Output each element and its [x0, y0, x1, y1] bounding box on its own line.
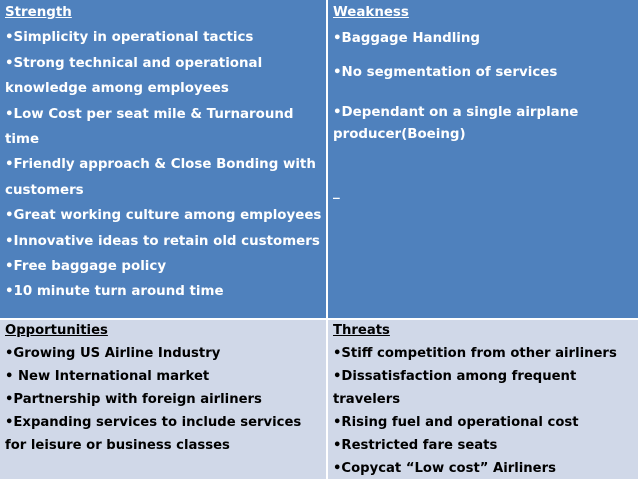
weakness-list — [333, 28, 638, 146]
weakness-item: •No segmentation of services — [333, 65, 558, 80]
strength-cell — [0, 0, 328, 318]
opportunities-cell — [0, 318, 328, 479]
opportunities-heading: Opportunities — [5, 323, 108, 338]
threats-heading: Threats — [333, 323, 390, 338]
threats-item: •Stiff competition from other airliners — [333, 346, 617, 361]
weakness-trailing-mark: _ — [333, 185, 340, 200]
opportunities-item: •Growing US Airline Industry — [5, 346, 221, 361]
strength-item: •Friendly approach & Close Bonding with customers — [5, 157, 316, 198]
strength-item: •10 minute turn around time — [5, 284, 224, 300]
opportunities-item: •Partnership with foreign airliners — [5, 392, 262, 407]
threats-cell — [328, 318, 638, 479]
threats-item: •Rising fuel and operational cost — [333, 415, 579, 430]
weakness-cell — [328, 0, 638, 318]
threats-item: •Dissatisfaction among frequent travelers — [333, 369, 577, 407]
strength-item: •Strong technical and operational knowledge among employees — [5, 55, 263, 97]
strength-item: •Simplicity in operational tactics — [5, 30, 254, 46]
opportunities-item: •Expanding services to include services for leisure or business classes — [5, 415, 302, 453]
threats-item: •Copycat “Low cost” Airliners — [333, 461, 556, 476]
threats-item: •Restricted fare seats — [333, 438, 498, 453]
strength-item: •Free baggage policy — [5, 259, 167, 275]
weakness-item: •Dependant on a single airplane producer(Boeing) — [333, 105, 579, 142]
strength-item: •Innovative ideas to retain old customers — [5, 233, 320, 249]
strength-item: •Great working culture among employees — [5, 208, 322, 224]
opportunities-item: • New International market — [5, 369, 210, 384]
weakness-heading: Weakness — [333, 5, 409, 20]
strength-item: •Low Cost per seat mile & Turnaround time — [5, 106, 294, 148]
weakness-item: •Baggage Handling — [333, 31, 480, 46]
strength-heading: Strength — [5, 5, 72, 20]
